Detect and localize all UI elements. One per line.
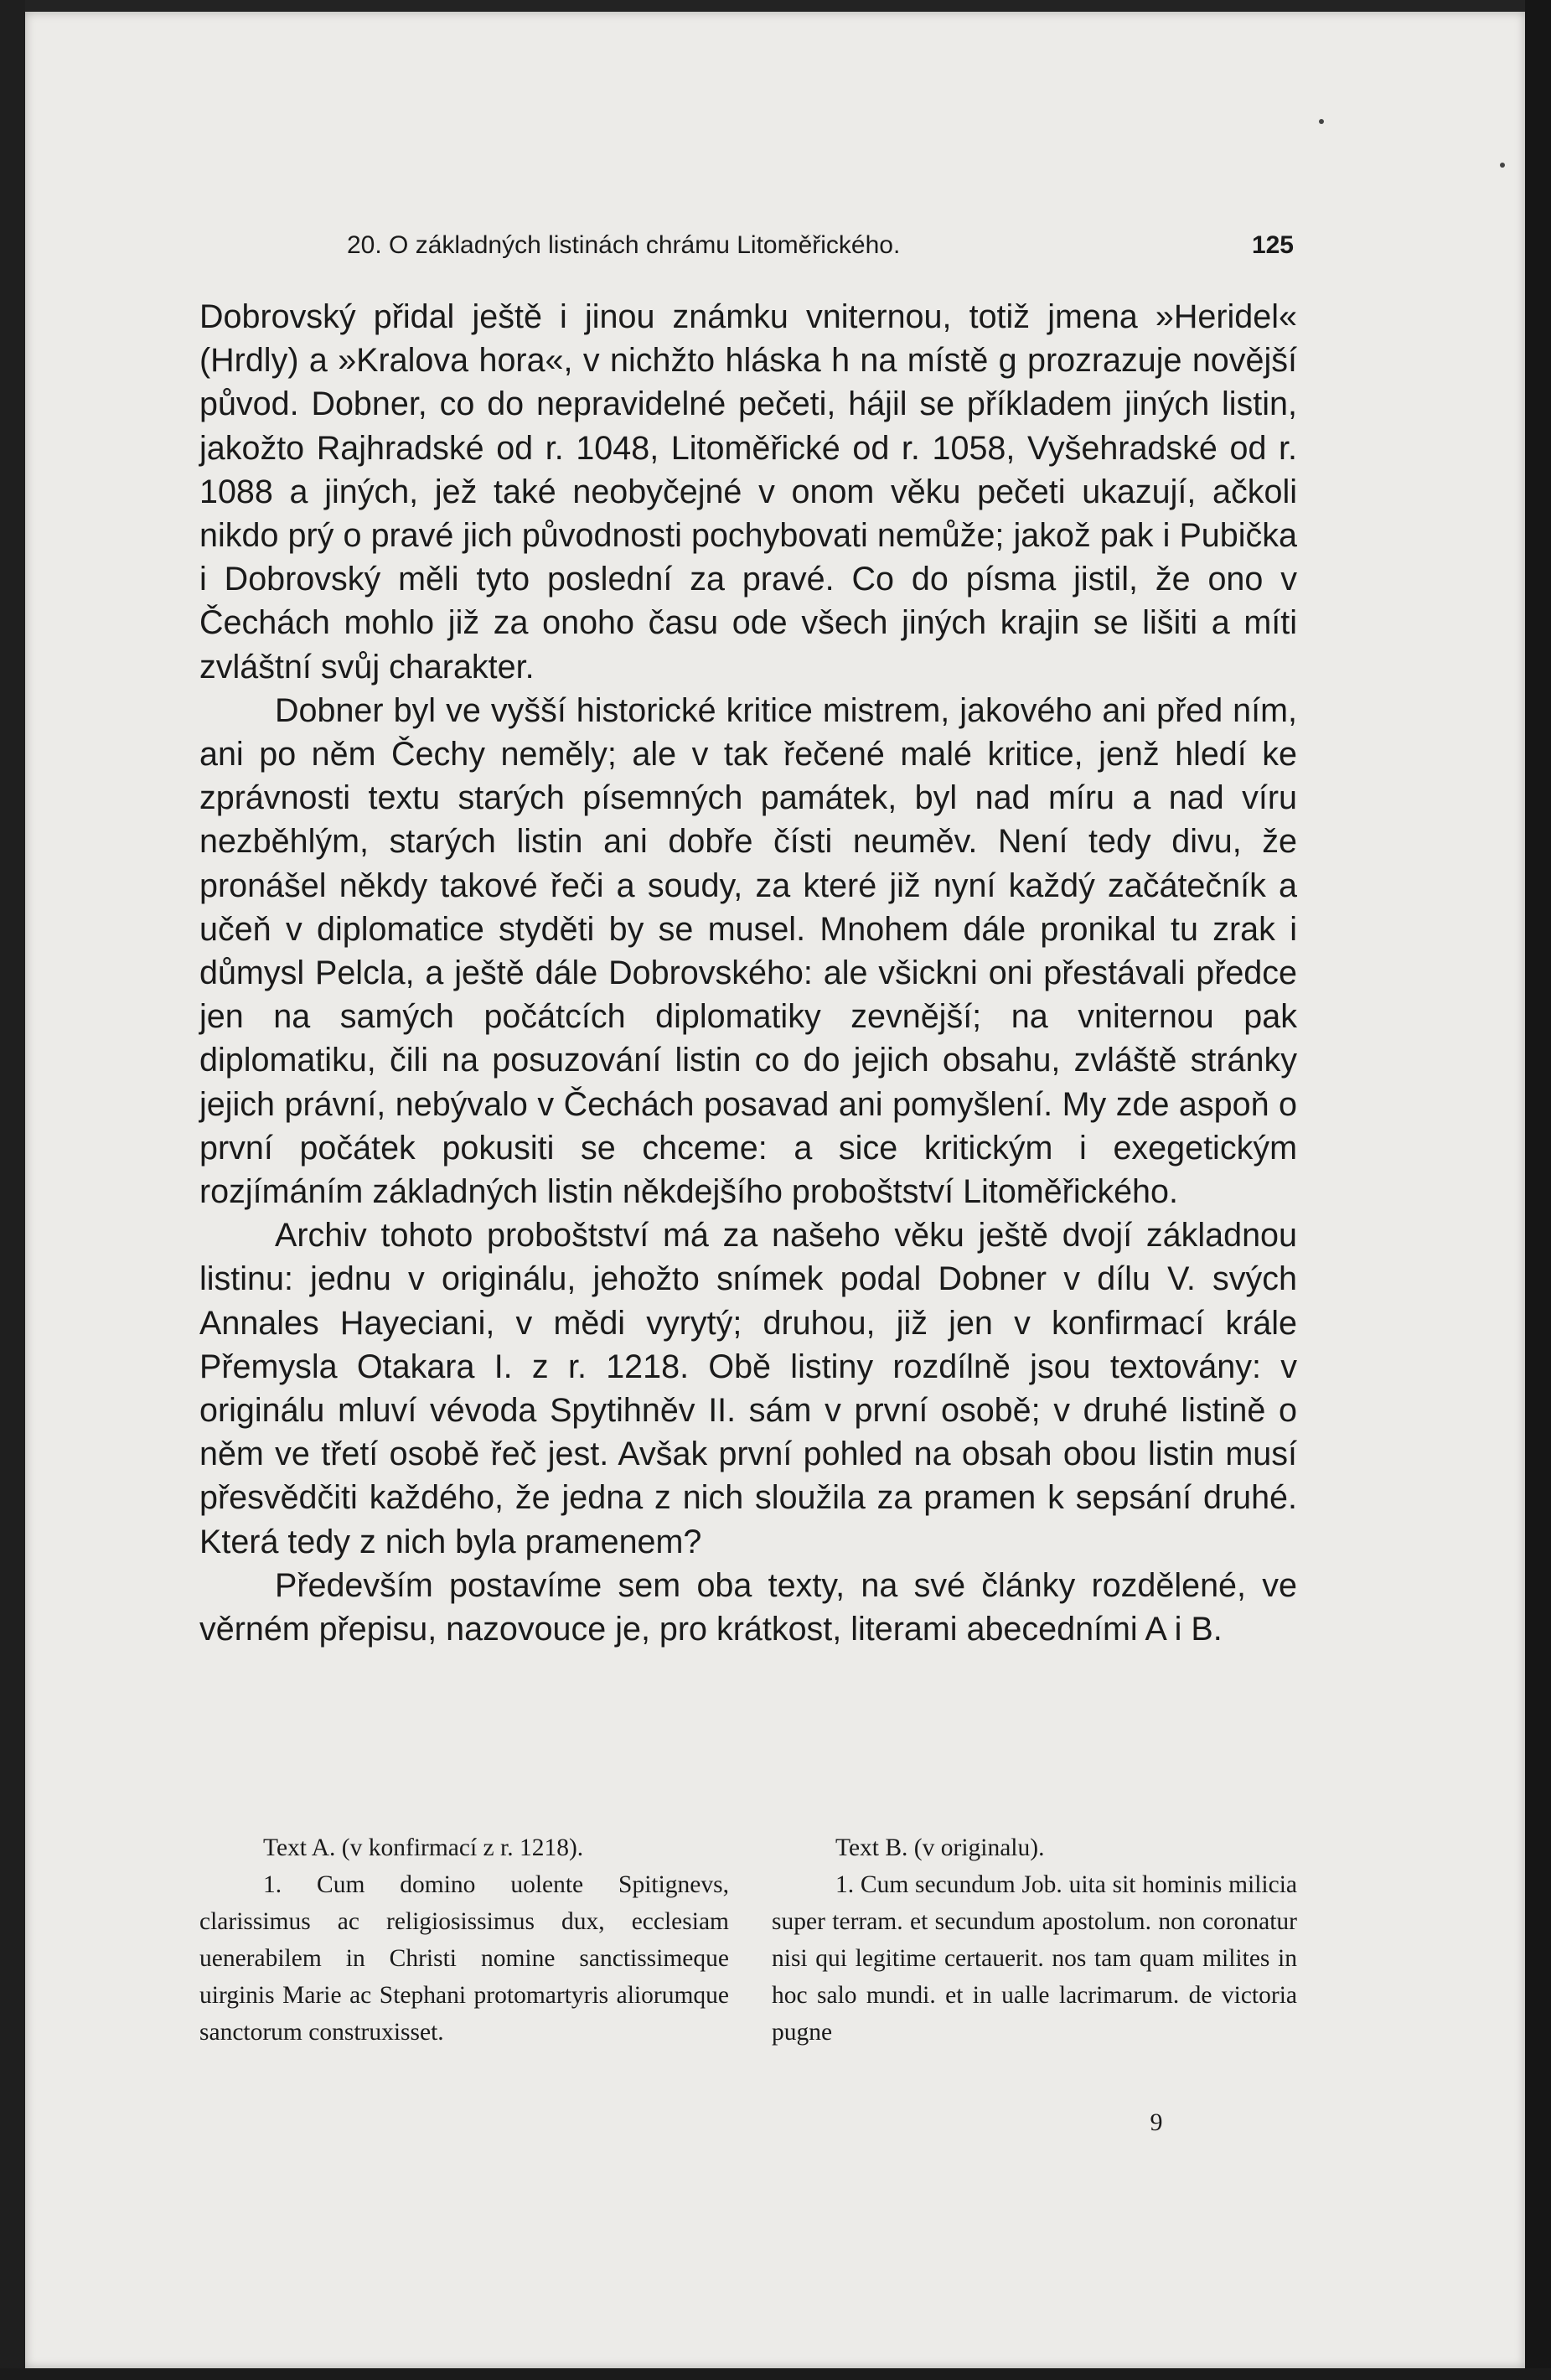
parallel-texts bbox=[199, 1829, 1297, 2098]
text-b-heading: Text B. (v originalu). bbox=[835, 1834, 1045, 1861]
paragraph-3: Archiv tohoto proboštství má za našeho věku ještě dvojí základnou listinu: jednu v originálu, jehožto snímek podal Dobner v dílu V. svých Annales Hayeciani, v mědi vyrytý; druhou, již jen v konfirmací krále Přemysla Otakara I. z r. 1218. Obě listiny rozdílně jsou textovány: v originálu mluví vévoda Spytihněv II. sám v první osobě; v druhé listině o něm ve třetí osobě řeč jest. Avšak první pohled na obsah obou listin musí přesvědčiti každého, že jedna z nich sloužila za pramen k sepsání druhé. Která tedy z nich byla pramenem? bbox=[199, 1217, 1297, 1560]
page-number: 125 bbox=[1251, 231, 1294, 259]
chapter-title: 20. O základných listinách chrámu Litoměřického. bbox=[347, 231, 901, 259]
scan-border-right bbox=[1525, 0, 1551, 2380]
text-a-body: 1. Cum domino uolente Spitignevs, clarissimus ac religiosissimus dux, ecclesiam uenerabilem in Christi nomine sanctissimeque uirginis Marie ac Stephani protomartyris aliorumque sanctorum construxisset. bbox=[199, 1871, 729, 2046]
main-text bbox=[199, 295, 1297, 1651]
text-b-column bbox=[772, 1829, 1297, 2051]
text-a-heading: Text A. (v konfirmací z r. 1218). bbox=[263, 1834, 584, 1861]
signature-mark: 9 bbox=[1150, 2108, 1163, 2136]
paragraph-2: Dobner byl ve vyšší historické kritice mistrem, jakového ani před ním, ani po něm Čechy neměly; ale v tak řečené malé kritice, jenž hledí ke zprávnosti textu starých písemných památek, byl nad míru a nad víru nezběhlým, starých listin ani dobře čísti neuměv. Není tedy divu, že pronášel někdy takové řeči a soudy, za které již nyní každý začátečník a učeň v diplomatice styděti by se musel. Mnohem dále pronikal tu zrak i důmysl Pelcla, a ještě dále Dobrovského: ale všickni oni přestávali předce jen na samých počátcích diplomatiky zevnější; na vniternou pak diplomatiku, čili na posuzování listin co do jejich obsahu, zvláště stránky jejich právní, nebývalo v Čechách posavad ani pomyšlení. My zde aspoň o první počátek pokusiti se chceme: a sice kritickým i exegetickým rozjímáním základných listin někdejšího proboštství Litoměřického. bbox=[199, 691, 1297, 1211]
scan-border-left bbox=[0, 0, 25, 2380]
scan-speck bbox=[1319, 119, 1324, 124]
text-a-column bbox=[199, 1829, 729, 2051]
paragraph-1: Dobrovský přidal ještě i jinou známku vniternou, totiž jmena »Heridel« (Hrdly) a »Kralova hora«, v nichžto hláska h na místě g prozrazuje novější původ. Dobner, co do nepravidelné pečeti, hájil se příkladem jiných listin, jakožto Rajhradské od r. 1048, Litoměřické od r. 1058, Vyšehradské od r. 1088 a jiných, jež také neobyčejné v onom věku pečeti ukazují, ačkoli nikdo prý o pravé jich původnosti pochybovati nemůže; jakož pak i Pubička i Dobrovský měli tyto poslední za pravé. Co do písma jistil, že ono v Čechách mohlo již za onoho času ode všech jiných krajin se lišiti a míti zvláštní svůj charakter. bbox=[199, 298, 1297, 686]
scan-border-top bbox=[0, 0, 1551, 12]
scan-speck bbox=[1500, 163, 1505, 168]
paragraph-4: Především postavíme sem oba texty, na své články rozdělené, ve věrném přepisu, nazovouce je, pro krátkost, literami abecedními A i B. bbox=[199, 1566, 1297, 1648]
scan-border-bottom bbox=[0, 2368, 1551, 2380]
text-b-body: 1. Cum secundum Job. uita sit hominis milicia super terram. et secundum apostolum. non coronatur nisi qui legitime certauerit. nos tam quam milites in hoc salo mundi. et in ualle lacrimarum. de victoria pugne bbox=[772, 1871, 1297, 2046]
running-head bbox=[347, 228, 1294, 263]
